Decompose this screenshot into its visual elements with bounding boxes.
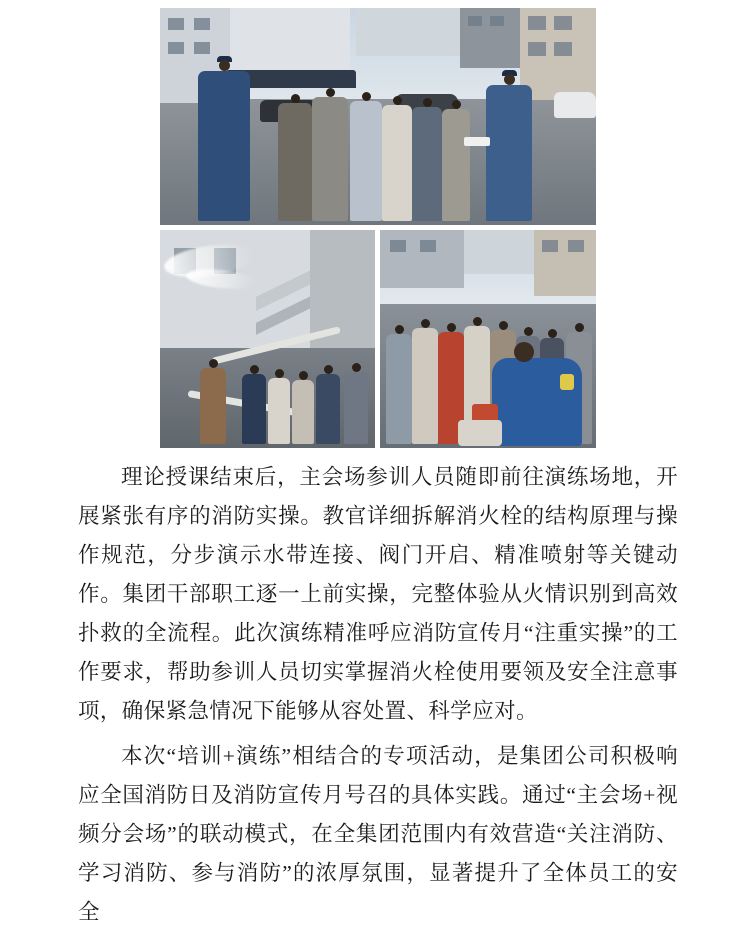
head [275, 369, 284, 378]
head [575, 323, 584, 332]
head [473, 317, 482, 326]
head [250, 365, 259, 374]
parked-car [554, 92, 596, 118]
window [194, 42, 210, 54]
trainee [442, 109, 470, 221]
trainee [292, 380, 314, 444]
fire-officer-crouching [492, 358, 582, 446]
head [393, 96, 402, 105]
head [452, 100, 461, 109]
head [324, 365, 333, 374]
head [209, 359, 218, 368]
trainee [344, 372, 368, 444]
officer-head [219, 60, 230, 71]
trainee [268, 378, 290, 444]
fire-hose-bundle [458, 420, 502, 446]
officer-head [514, 342, 534, 362]
window [468, 16, 482, 26]
officer-head [504, 74, 515, 85]
building-mid [460, 8, 520, 68]
trainee [316, 374, 340, 444]
head [423, 98, 432, 107]
window [168, 18, 184, 30]
head [352, 363, 361, 372]
window [554, 16, 572, 30]
head [499, 321, 508, 330]
building-back [356, 8, 460, 56]
trainee [278, 103, 312, 221]
head [395, 325, 404, 334]
trainee [382, 105, 412, 221]
head [326, 88, 335, 97]
building-right [534, 230, 596, 296]
officer-badge-icon [560, 374, 574, 390]
trainee [350, 101, 382, 221]
fire-officer-right [486, 85, 532, 221]
window [542, 240, 558, 252]
window [490, 16, 504, 26]
paragraph-1: 理论授课结束后，主会场参训人员随即前往演练场地，开展紧张有序的消防实操。教官详细拆解消火栓的结构原理与操作规范，分步演示水带连接、阀门开启、精准喷射等关键动作。集团干部职工逐一上前实操，完整体验从火情识别到高效扑救的全流程。此次演练精准呼应消防宣传月“注重实操”的工作要求，帮助参训人员切实掌握消火栓使用要领及安全注意事项，确保紧急情况下能够从容处置、科学应对。 [78, 465, 678, 723]
window [528, 42, 546, 56]
trainee [386, 334, 412, 444]
window [528, 16, 546, 30]
photo-hydrant-demo [380, 230, 596, 448]
head [362, 92, 371, 101]
building-center [230, 8, 350, 78]
photo-row-bottom [160, 230, 596, 448]
head [421, 319, 430, 328]
head [447, 323, 456, 332]
building-center [464, 230, 534, 274]
head [299, 371, 308, 380]
clipboard [464, 137, 490, 146]
fire-officer-left [198, 71, 250, 221]
head [548, 329, 557, 338]
window [194, 18, 210, 30]
paragraph-2: 本次“培训+演练”相结合的专项活动，是集团公司积极响应全国消防日及消防宣传月号召的具体实践。通过“主会场+视频分会场”的联动模式，在全集团范围内有效营造“关注消防、学习消防、参与消防”的浓厚氛围，显著提升了全体员工的安全 [78, 744, 678, 924]
photo-gallery [160, 8, 596, 448]
window [554, 42, 572, 56]
building-left [380, 230, 464, 288]
trainee [200, 368, 226, 444]
trainee [312, 97, 348, 221]
trainee [412, 328, 438, 444]
building-right [520, 8, 596, 100]
window [568, 240, 584, 252]
head [291, 94, 300, 103]
head [524, 327, 533, 336]
trainee [242, 374, 266, 444]
window [390, 240, 406, 252]
window [420, 240, 436, 252]
photo-hose-practice [160, 230, 375, 448]
photo-training-briefing [160, 8, 596, 225]
window [168, 42, 184, 54]
trainee [412, 107, 442, 221]
article-body [78, 458, 678, 938]
